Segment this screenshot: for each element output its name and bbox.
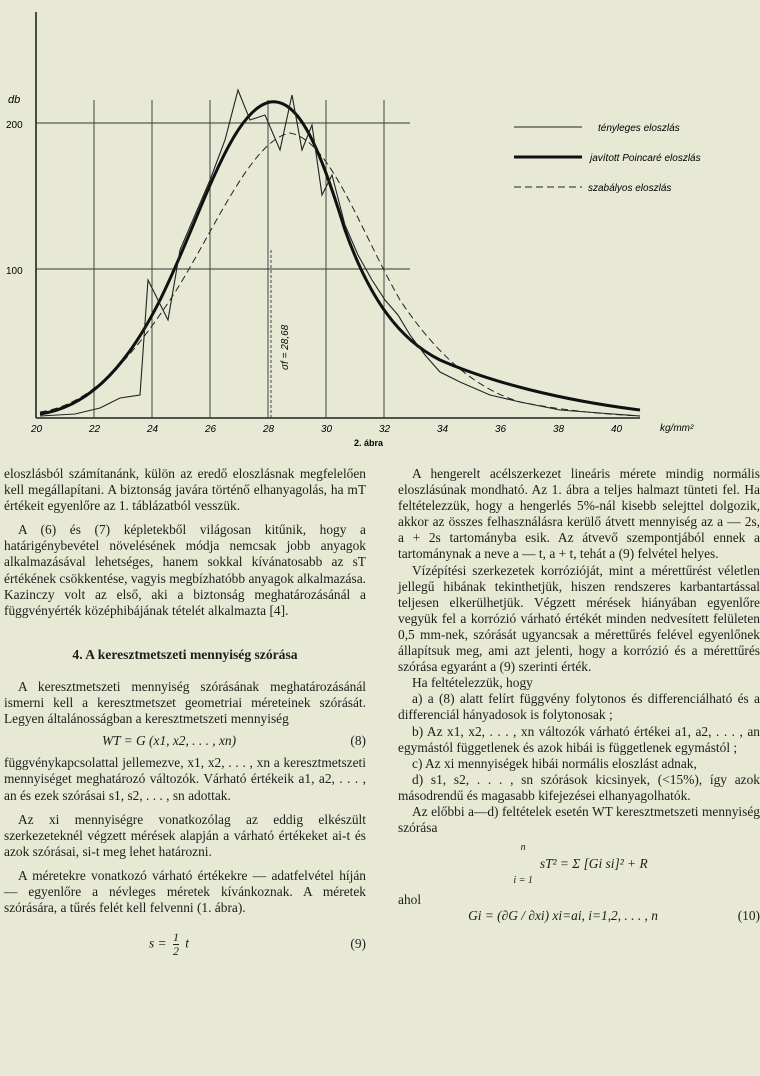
x-tick-labels	[30, 424, 623, 435]
gridlines	[36, 100, 410, 418]
sum-limits	[513, 841, 533, 887]
numerator: 1	[172, 929, 179, 944]
x-tick: 20	[31, 424, 43, 435]
paragraph: A méretekre vonatkozó várható értékekre — adatfelvétel híján — egyenlőre a névleges méretek kívánkoznak. A méretek szórására, a tűrés felét kell felvenni (1. ábra).	[4, 867, 366, 916]
x-unit-label: kg/mm²	[660, 423, 694, 434]
x-tick: 34	[437, 424, 449, 435]
equation-9	[4, 922, 366, 966]
sum-lower: i = 1	[513, 875, 533, 887]
eq-rhs: t	[185, 935, 190, 951]
condition-c: c) Az xi mennyiségek hibái normális eloszlást adnak,	[412, 755, 697, 771]
condition-b: b) Az x1, x2, . . . , xn változók várható értékei a1, a2, . . . , an egymástól függetlenek és azok hibái is függetlenek egymástól ;	[398, 723, 760, 755]
equation-8	[4, 733, 366, 749]
poincare-curve	[40, 102, 640, 414]
left-column	[4, 466, 366, 972]
eq-lhs: s =	[148, 935, 167, 951]
sum-upper: n	[520, 842, 526, 854]
equation-sum	[398, 842, 760, 886]
y-tick-200: 200	[6, 120, 23, 131]
distribution-figure	[0, 0, 760, 460]
paragraph: Az xi mennyiségre vonatkozólag az eddig elkészült szerkezeteknél végzett mérések alapján a várható értékeket ai-t és azok szórásai, si-t meg lehet határozni.	[4, 811, 366, 859]
x-tick: 24	[147, 424, 159, 435]
equation-number: (8)	[350, 733, 366, 749]
equation-formula	[4, 931, 334, 958]
y-tick-100: 100	[6, 266, 23, 277]
denominator: 2	[172, 943, 179, 958]
equation-formula	[398, 841, 760, 887]
paragraph: A (6) és (7) képletekből világosan kitűnik, hogy a határigénybevétel növelésének módja nemcsak jobb anyagok alkalmazásával lehetséges, hanem sokkal kívánatosabb az sT értékének csökkentése, vagyis megbízhatóbb anyagok alkalmazása. Kazinczy volt az első, aki a biztonság meghatározásánál a függvényérték középhibájának tételét alkalmazta [4].	[4, 522, 366, 618]
legend	[514, 123, 701, 194]
fraction	[173, 931, 179, 958]
legend-normal-label: szabályos eloszlás	[588, 183, 672, 194]
x-tick: 36	[495, 424, 507, 435]
x-tick: 28	[263, 424, 275, 435]
equation-formula: Gi = (∂G / ∂xi) xi=ai, i=1,2, . . . , n	[468, 908, 658, 924]
legend-poincare-label: javított Poincaré eloszlás	[590, 153, 701, 164]
paragraph: függvénykapcsolattal jellemezve, x1, x2, . . . , xn a keresztmetszeti mennyiséget meghatározó változók. Várható értékeik a1, a2, . . . , an és ezek szórásai s1, s2, . . . , sn adottak.	[4, 755, 366, 803]
paragraph: A hengerelt acélszerkezet lineáris mérete mindig normális eloszlásúnak mondható. Az 1. ábra a teljes halmazt tünteti fel. Ha feltételezzük, hogy a hengerlés 5%-nál kisebb selejttel dolgozik, akkor az összes felhasználásra kerülő átvett mennyiség az a — 2s, a + 2s tartományba esik. Az átvevő szempontjából ennek a tartománynak a neve a — t, a + t, tehát a (9) felvétel helyes.	[398, 466, 760, 562]
x-tick: 26	[205, 424, 217, 435]
paragraph: Az előbbi a—d) feltételek esetén WT keresztmetszeti mennyiség szórása	[398, 803, 760, 836]
x-tick: 30	[321, 424, 333, 435]
condition-d: d) s1, s2, . . . , sn szórások kicsinyek, (<15%), így azok másodrendű és magasabb kifejezései elhanyagolhatók.	[398, 771, 760, 803]
equation-formula: WT = G (x1, x2, . . . , xn)	[101, 733, 237, 749]
paragraph: Ha feltételezzük, hogy	[412, 675, 533, 691]
legend-actual-label: tényleges eloszlás	[598, 123, 680, 134]
paragraph: A keresztmetszeti mennyiség szórásának meghatározásánál ismerni kell a keresztmetszet geometriai méreteinek szórását. Legyen általánosságban a keresztmetszeti mennyiség	[4, 678, 366, 727]
section-heading: 4. A keresztmetszeti mennyiség szórása	[72, 646, 298, 662]
x-tick: 38	[553, 424, 565, 435]
x-tick: 22	[89, 424, 101, 435]
dashed-normal-curve	[40, 133, 640, 416]
y-unit-label: db	[8, 94, 21, 106]
figure-caption: 2. ábra	[354, 438, 384, 448]
x-tick: 32	[379, 424, 391, 435]
condition-a: a) a (8) alatt felírt függvény folytonos és differenciálható és a differenciál hányadosok is folytonosak ;	[398, 691, 760, 723]
equation-number: (9)	[350, 936, 366, 952]
mean-annotation: σf = 28,68	[280, 324, 291, 370]
paragraph: Vízépítési szerkezetek korrózióját, mint a mérettűrést véletlen jellegű hibának tekinthetjük, hiszen rendszeres karbantartással teljesen elkerülhetjük. Végzett mérések hiányában egyenlőre vegyük fel a korrózió várható értékét minden nedvesített felületen 0,5 mm-nek, szórását ugyancsak a mérettűrés felével egyenlőnek állapítsuk meg, ami azt jelenti, hogy a korrózió és a mérettűrés szórása egyaránt a (9) szerinti érték.	[398, 562, 760, 675]
equation-10	[398, 908, 760, 924]
ahol-label: ahol	[398, 892, 422, 908]
equation-number: (10)	[737, 908, 760, 924]
sum-expression: sT² = Σ [Gi si]² + R	[539, 856, 648, 872]
paragraph: eloszlásból számítanánk, külön az eredő eloszlásnak megfelelően kell megállapítani. A biztonság javára történő elhanyagolás, ha mT értékeit egyenlőre az 1. táblázatból vesszük.	[4, 466, 366, 514]
x-tick: 40	[611, 424, 623, 435]
right-column	[398, 466, 760, 930]
actual-distribution-line	[40, 90, 640, 416]
